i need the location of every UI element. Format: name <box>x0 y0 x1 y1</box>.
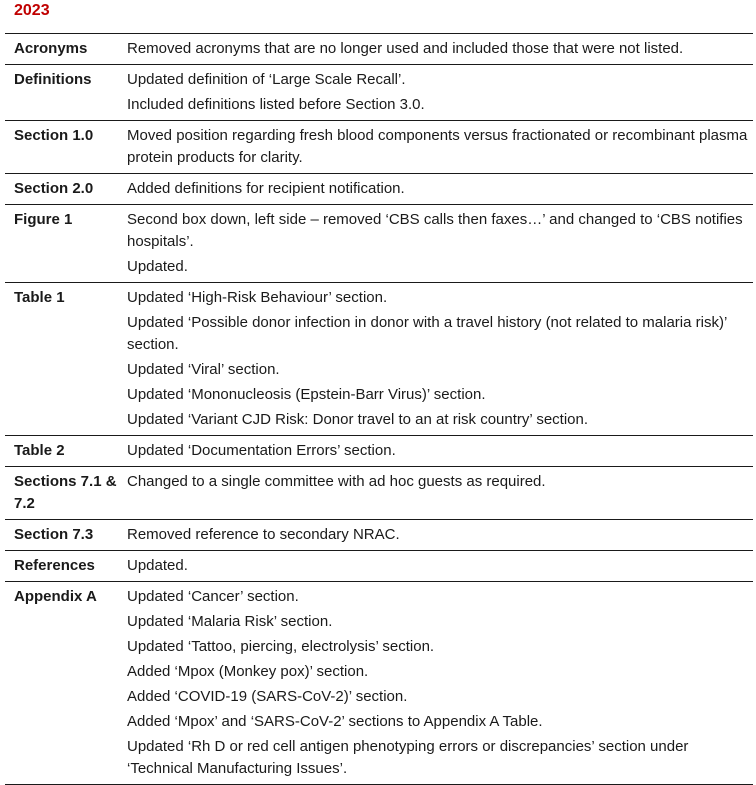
section-label: Definitions <box>14 71 92 88</box>
change-description <box>127 34 753 65</box>
change-item: Added definitions for recipient notification. <box>127 180 405 197</box>
change-description <box>127 436 753 467</box>
change-item: Updated ‘Cancer’ section. <box>127 588 299 605</box>
table-row <box>5 467 753 520</box>
change-item: Changed to a single committee with ad hoc guests as required. <box>127 473 546 490</box>
change-item: Updated definition of ‘Large Scale Recall’. <box>127 71 406 88</box>
revision-history-table <box>5 33 753 785</box>
section-label: Appendix A <box>14 588 97 605</box>
change-item: Second box down, left side – removed ‘CBS calls then faxes…’ and changed to ‘CBS notifies hospitals’. <box>127 211 743 250</box>
table-row <box>5 205 753 283</box>
section-label: Section 1.0 <box>14 127 94 144</box>
change-description <box>127 121 753 174</box>
change-description <box>127 582 753 785</box>
change-description <box>127 467 753 520</box>
change-item: Added ‘Mpox’ and ‘SARS-CoV-2’ sections to Appendix A Table. <box>127 713 543 730</box>
section-label: References <box>14 557 95 574</box>
change-description <box>127 205 753 283</box>
table-row <box>5 121 753 174</box>
change-item: Updated ‘High-Risk Behaviour’ section. <box>127 289 388 306</box>
section-label: Figure 1 <box>14 211 73 228</box>
section-label: Table 2 <box>14 442 65 459</box>
year-heading: 2023 <box>14 2 50 19</box>
change-item: Updated. <box>127 258 188 275</box>
change-item: Updated ‘Documentation Errors’ section. <box>127 442 396 459</box>
table-row <box>5 174 753 205</box>
change-item: Updated ‘Rh D or red cell antigen phenotyping errors or discrepancies’ section under ‘Technical Manufacturing Issues’. <box>127 738 689 777</box>
table-row <box>5 551 753 582</box>
change-item: Updated ‘Tattoo, piercing, electrolysis’ section. <box>127 638 435 655</box>
section-label: Table 1 <box>14 289 65 306</box>
change-item: Updated ‘Viral’ section. <box>127 361 280 378</box>
change-item: Updated ‘Possible donor infection in donor with a travel history (not related to malaria risk)’ section. <box>127 314 727 353</box>
change-description <box>127 551 753 582</box>
change-description <box>127 65 753 121</box>
revision-table-body <box>5 34 753 785</box>
change-description <box>127 283 753 436</box>
section-label: Acronyms <box>14 40 88 57</box>
table-row <box>5 34 753 65</box>
table-row <box>5 436 753 467</box>
change-item: Added ‘COVID-19 (SARS-CoV-2)’ section. <box>127 688 408 705</box>
table-row <box>5 283 753 436</box>
change-item: Moved position regarding fresh blood components versus fractionated or recombinant plasma protein products for clarity. <box>127 127 748 166</box>
change-description <box>127 174 753 205</box>
section-label: Section 7.3 <box>14 526 94 543</box>
change-item: Removed reference to secondary NRAC. <box>127 526 400 543</box>
change-item: Updated ‘Mononucleosis (Epstein-Barr Virus)’ section. <box>127 386 486 403</box>
change-item: Removed acronyms that are no longer used and included those that were not listed. <box>127 40 684 57</box>
table-row <box>5 520 753 551</box>
change-item: Added ‘Mpox (Monkey pox)’ section. <box>127 663 369 680</box>
section-label: Sections 7.1 & 7.2 <box>14 473 117 512</box>
change-description <box>127 520 753 551</box>
section-label: Section 2.0 <box>14 180 94 197</box>
change-item: Updated ‘Malaria Risk’ section. <box>127 613 333 630</box>
table-row <box>5 582 753 785</box>
change-item: Updated. <box>127 557 188 574</box>
change-item: Included definitions listed before Section 3.0. <box>127 96 425 113</box>
change-item: Updated ‘Variant CJD Risk: Donor travel to an at risk country’ section. <box>127 411 589 428</box>
table-row <box>5 65 753 121</box>
